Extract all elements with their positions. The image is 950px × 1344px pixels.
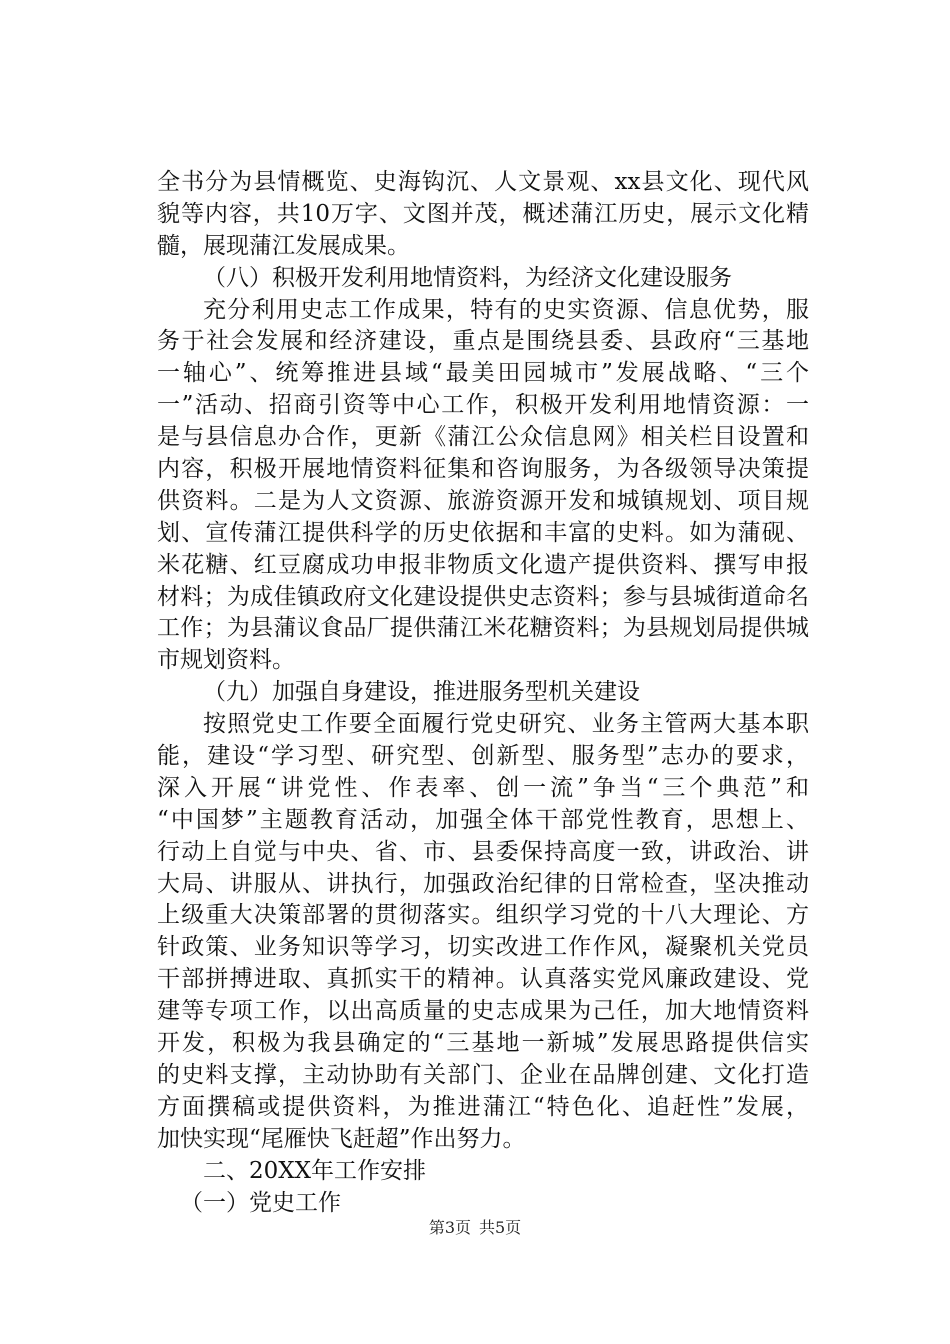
text-line: 材料；为成佳镇政府文化建设提供史志资料；参与县城街道命名 — [157, 583, 809, 610]
text-line: 针政策、业务知识等学习，切实改进工作作风，凝聚机关党员 — [157, 934, 809, 961]
text-line: 全书分为县情概览、史海钩沉、人文景观、xx县文化、现代风 — [157, 169, 809, 195]
text-line: 一”活动、招商引资等中心工作，积极开发利用地情资源：一 — [157, 392, 809, 419]
text-line: 建等专项工作，以出高质量的史志成果为己任，加大地情资料 — [157, 998, 809, 1025]
text-line: 充分利用史志工作成果，特有的史实资源、信息优势，服 — [203, 296, 809, 323]
page-number: 第3页 — [428, 1218, 471, 1237]
section-heading: （一）党史工作 — [180, 1189, 341, 1216]
text-line: 大局、讲服从、讲执行，加强政治纪律的日常检查，坚决推动 — [157, 870, 809, 897]
text-line: 按照党史工作要全面履行党史研究、业务主管两大基本职 — [203, 711, 809, 738]
text-line: 工作；为县蒲议食品厂提供蒲江米花糖资料；为县规划局提供城 — [157, 615, 809, 642]
text-line: 务于社会发展和经济建设，重点是围绕县委、县政府“三基地 — [157, 328, 809, 355]
text-line: 开发，积极为我县确定的“三基地一新城”发展思路提供信实 — [157, 1030, 809, 1057]
text-line: 划、宣传蒲江提供科学的历史依据和丰富的史料。如为蒲砚、 — [157, 519, 809, 546]
text-line: 干部拼搏进取、真抓实干的精神。认真落实党风廉政建设、党 — [157, 966, 809, 993]
section-heading: （九）加强自身建设，推进服务型机关建设 — [203, 679, 640, 706]
text-line: 供资料。二是为人文资源、旅游资源开发和城镇规划、项目规 — [157, 487, 809, 514]
text-line: 一轴心”、统筹推进县域“最美田园城市”发展战略、“三个 — [157, 360, 809, 387]
text-line: 能，建设“学习型、研究型、创新型、服务型”志办的要求， — [157, 743, 809, 770]
section-heading: 二、20XX年工作安排 — [203, 1157, 427, 1184]
document-body — [157, 167, 809, 1219]
text-line: 貌等内容，共10万字、文图并茂，概述蒲江历史，展示文化精 — [157, 200, 809, 227]
text-line: 加快实现“尾雁快飞赶超”作出努力。 — [157, 1125, 526, 1152]
text-line: “中国梦”主题教育活动，加强全体干部党性教育，思想上、 — [157, 806, 809, 833]
text-line: 的史料支撑，主动协助有关部门、企业在品牌创建、文化打造 — [157, 1061, 809, 1088]
text-line: 是与县信息办合作，更新《蒲江公众信息网》相关栏目设置和 — [157, 424, 809, 451]
page-footer — [0, 1218, 950, 1238]
text-line: 深入开展“讲党性、作表率、创一流”争当“三个典范”和 — [157, 774, 809, 801]
text-line: 行动上自觉与中央、省、市、县委保持高度一致，讲政治、讲 — [157, 838, 809, 865]
text-line: 内容，积极开展地情资料征集和咨询服务，为各级领导决策提 — [157, 456, 809, 483]
text-line: 方面撰稿或提供资料，为推进蒲江“特色化、追赶性”发展， — [157, 1093, 809, 1120]
page-total: 共5页 — [479, 1218, 522, 1237]
text-line: 上级重大决策部署的贯彻落实。组织学习党的十八大理论、方 — [157, 902, 809, 929]
text-line: 市规划资料。 — [157, 647, 295, 674]
text-line: 米花糖、红豆腐成功申报非物质文化遗产提供资料、撰写申报 — [157, 551, 809, 578]
section-heading: （八）积极开发利用地情资料，为经济文化建设服务 — [203, 264, 732, 291]
text-line: 髓，展现蒲江发展成果。 — [157, 232, 410, 259]
